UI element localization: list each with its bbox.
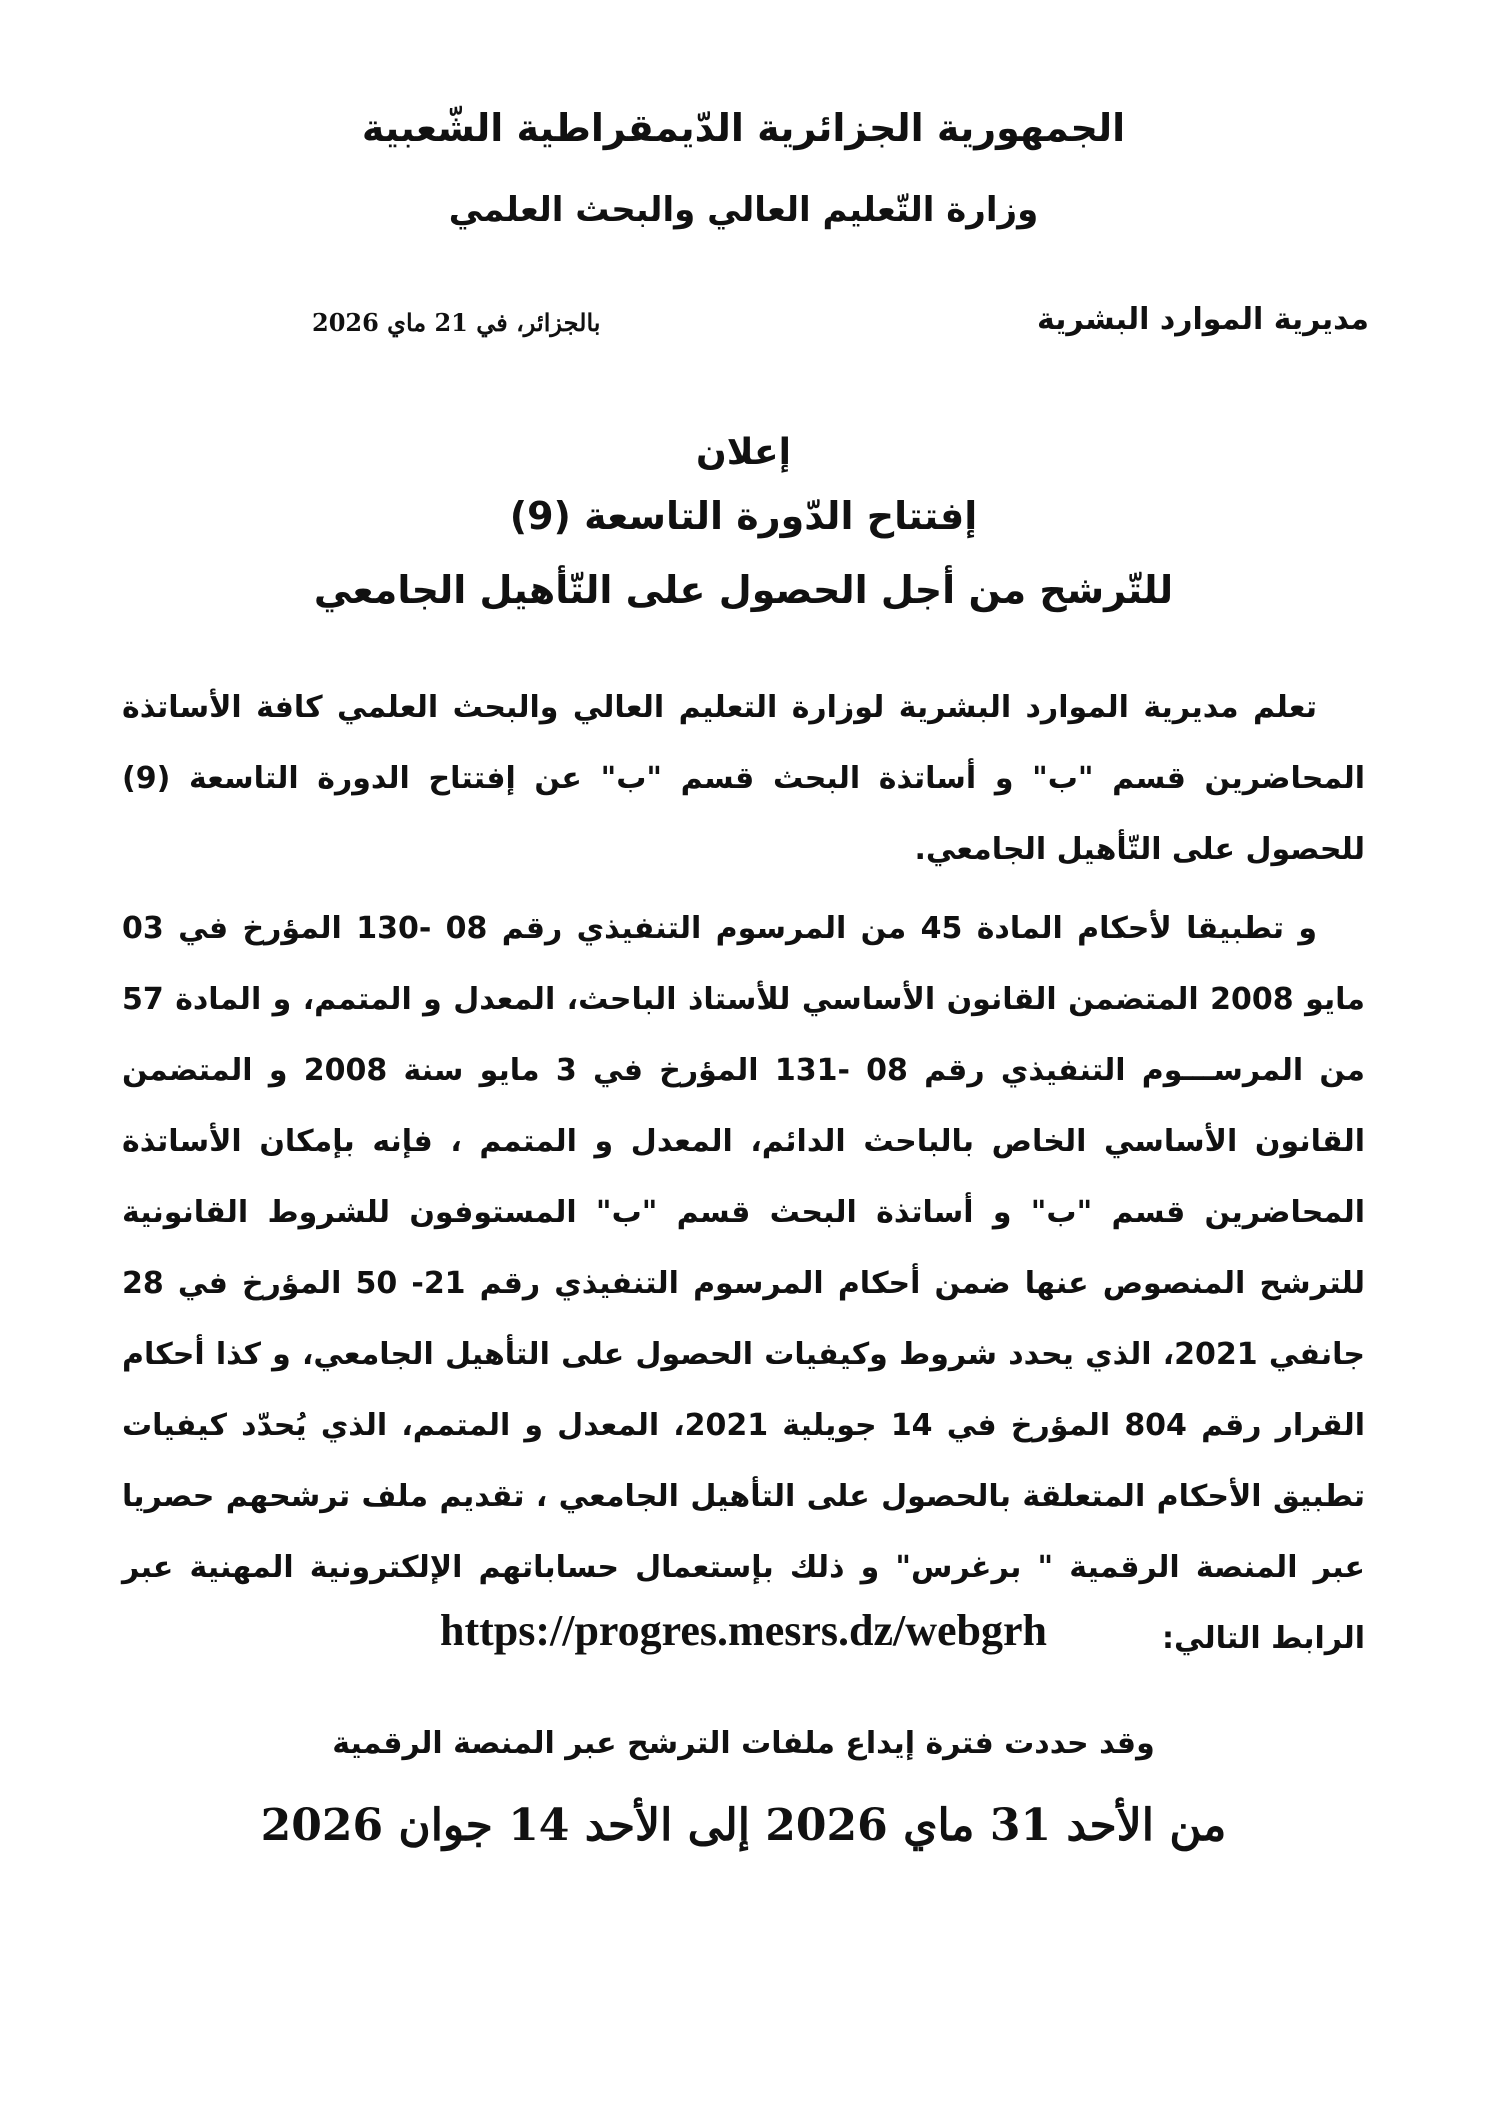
notice-title: إعلان <box>696 432 791 473</box>
deposit-intro: وقد حددت فترة إيداع ملفات الترشح عبر المنصة الرقمية <box>332 1726 1155 1761</box>
directorate-label: مديرية الموارد البشرية <box>1036 302 1369 337</box>
legal-paragraph-text: و تطبيقا لأحكام المادة 45 من المرسوم التنفيذي رقم 08 -130 المؤرخ في 03 مايو 2008 المتضمن القانون الأساسي للأستاذ الباحث، المعدل و المتمم، و المادة 57 من المرســـوم التنفيذي رقم 08 -131 المؤرخ في 3 مايو سنة 2008 و المتضمن القانون الأساسي الخاص بالباحث الدائم، المعدل و المتمم ، فإنه بإمكان الأساتذة المحاضرين قسم "ب" و أساتذة البحث قسم "ب" المستوفون للشروط القانونية للترشح المنصوص عنها ضمن أحكام المرسوم التنفيذي رقم 21- 50 المؤرخ في 28 جانفي 2021، الذي يحدد شروط وكيفيات الحصول على التأهيل الجامعي، و كذا أحكام القرار رقم 804 المؤرخ في 14 جويلية 2021، المعدل و المتمم، الذي يُحدّد كيفيات تطبيق الأحكام المتعلقة بالحصول على التأهيل الجامعي ، تقديم ملف ترشحهم حصريا عبر المنصة الرقمية " برغرس" و ذلك بإستعمال حساباتهم الإلكترونية المهنية عبر الرابط التالي: <box>122 911 1366 1656</box>
intro-paragraph <box>122 672 1365 885</box>
ministry-heading: وزارة التّعليم العالي والبحث العلمي <box>448 190 1039 230</box>
legal-paragraph <box>122 893 1365 1674</box>
platform-link[interactable]: https://progres.mesrs.dz/webgrh <box>439 1606 1048 1655</box>
session-title: إفتتاح الدّورة التاسعة (9) <box>509 494 978 538</box>
deposit-period: من الأحد 31 ماي 2026 إلى الأحد 14 جوان 2026 <box>260 1800 1227 1851</box>
purpose-title: للتّرشح من أجل الحصول على التّأهيل الجامعي <box>313 568 1174 612</box>
republic-heading: الجمهورية الجزائرية الدّيمقراطية الشّعبية <box>361 106 1126 150</box>
place-date: بالجزائر، في 21 ماي 2026 <box>312 308 601 337</box>
intro-paragraph-text: تعلم مديرية الموارد البشرية لوزارة التعليم العالي والبحث العلمي كافة الأساتذة المحاضرين قسم "ب" و أساتذة البحث قسم "ب" عن إفتتاح الدورة التاسعة (9) للحصول على التّأهيل الجامعي. <box>122 690 1365 867</box>
